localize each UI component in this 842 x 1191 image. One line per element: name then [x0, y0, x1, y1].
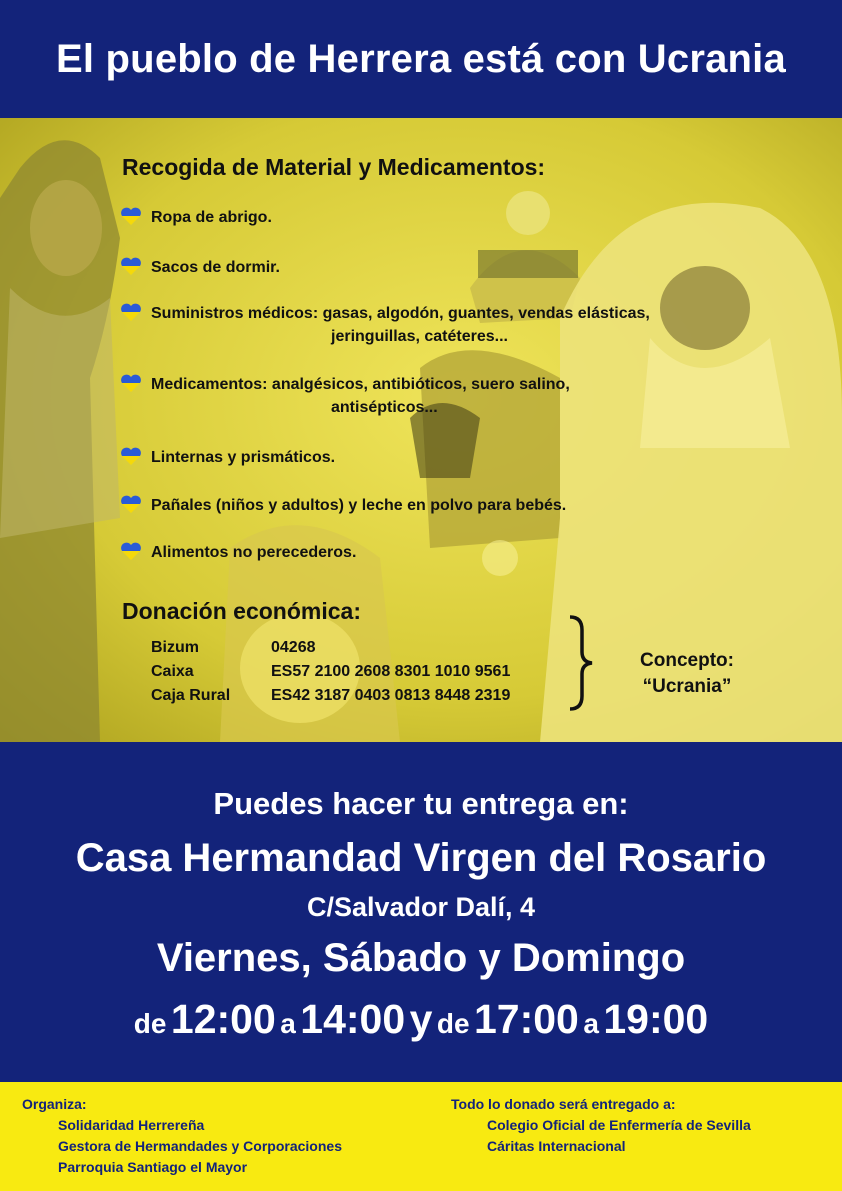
concept-label: Concepto:	[640, 650, 734, 671]
delivery-hours	[0, 996, 842, 1043]
account-value: ES42 3187 0403 0813 8448 2319	[271, 687, 511, 704]
hours-word: a	[583, 1008, 599, 1039]
item-line: Medicamentos: analgésicos, antibióticos, suero salino,	[151, 376, 570, 393]
recipients-block	[451, 1094, 751, 1157]
organizer-item: Solidaridad Herrereña	[58, 1117, 205, 1133]
ukraine-heart-icon	[120, 302, 142, 322]
list-item	[120, 206, 272, 229]
ukraine-heart-icon	[120, 541, 142, 561]
account-value: 04268	[271, 639, 316, 656]
right-brace-icon	[566, 614, 596, 712]
hours-end: 14:00	[300, 996, 406, 1042]
delivery-days: Viernes, Sábado y Domingo	[156, 936, 686, 980]
item-line-continued: jeringuillas, catéteres...	[331, 328, 508, 345]
item-line: Alimentos no perecederos.	[151, 544, 357, 561]
page-title: El pueblo de Herrera está con Ucrania	[56, 36, 786, 81]
recipient-item: Colegio Oficial de Enfermería de Sevilla	[487, 1117, 751, 1133]
item-line-continued: antisépticos...	[331, 399, 438, 416]
collection-title: Recogida de Material y Medicamentos:	[122, 154, 546, 180]
ukraine-heart-icon	[120, 256, 142, 276]
concept-box	[622, 648, 752, 700]
delivery-panel	[0, 742, 842, 1082]
item-line: Pañales (niños y adultos) y leche en polvo para bebés.	[151, 497, 567, 514]
delivery-place: Casa Hermandad Virgen del Rosario	[75, 836, 767, 880]
organizers-block	[22, 1094, 342, 1178]
delivery-intro: Puedes hacer tu entrega en:	[213, 786, 629, 821]
hours-word: y	[409, 996, 433, 1042]
organizer-item: Parroquia Santiago el Mayor	[58, 1159, 248, 1175]
photo-panel	[0, 118, 842, 742]
list-item	[120, 494, 566, 517]
list-item	[120, 256, 280, 279]
account-label: Caixa	[151, 663, 194, 680]
item-line: Suministros médicos: gasas, algodón, guantes, vendas elásticas,	[151, 305, 650, 322]
ukraine-heart-icon	[120, 446, 142, 466]
list-item	[120, 302, 650, 348]
ukraine-heart-icon	[120, 494, 142, 514]
account-label: Bizum	[151, 639, 199, 656]
item-line: Linternas y prismáticos.	[151, 449, 336, 466]
organizer-item: Gestora de Hermandades y Corporaciones	[58, 1138, 342, 1154]
account-value: ES57 2100 2608 8301 1010 9561	[271, 663, 511, 680]
hours-word: de	[436, 1008, 470, 1039]
hours-word: a	[280, 1008, 296, 1039]
hours-end: 19:00	[603, 996, 709, 1042]
hours-start: 17:00	[474, 996, 579, 1042]
list-item	[120, 446, 335, 469]
account-label: Caja Rural	[151, 687, 231, 704]
ukraine-heart-icon	[120, 373, 142, 393]
recipients-label: Todo lo donado será entregado a:	[451, 1096, 676, 1112]
donation-title: Donación económica:	[122, 598, 361, 624]
hours-word: de	[133, 1008, 167, 1039]
ukraine-heart-icon	[120, 206, 142, 226]
title-banner	[0, 0, 842, 118]
list-item	[120, 541, 356, 564]
hours-start: 12:00	[170, 996, 276, 1042]
item-line: Ropa de abrigo.	[151, 209, 272, 226]
delivery-address: C/Salvador Dalí, 4	[306, 892, 536, 922]
recipient-item: Cáritas Internacional	[487, 1138, 626, 1154]
organizers-label: Organiza:	[22, 1096, 87, 1112]
concept-value: “Ucrania”	[642, 676, 732, 697]
list-item	[120, 373, 570, 419]
item-line: Sacos de dormir.	[151, 259, 280, 276]
footer	[0, 1082, 842, 1191]
